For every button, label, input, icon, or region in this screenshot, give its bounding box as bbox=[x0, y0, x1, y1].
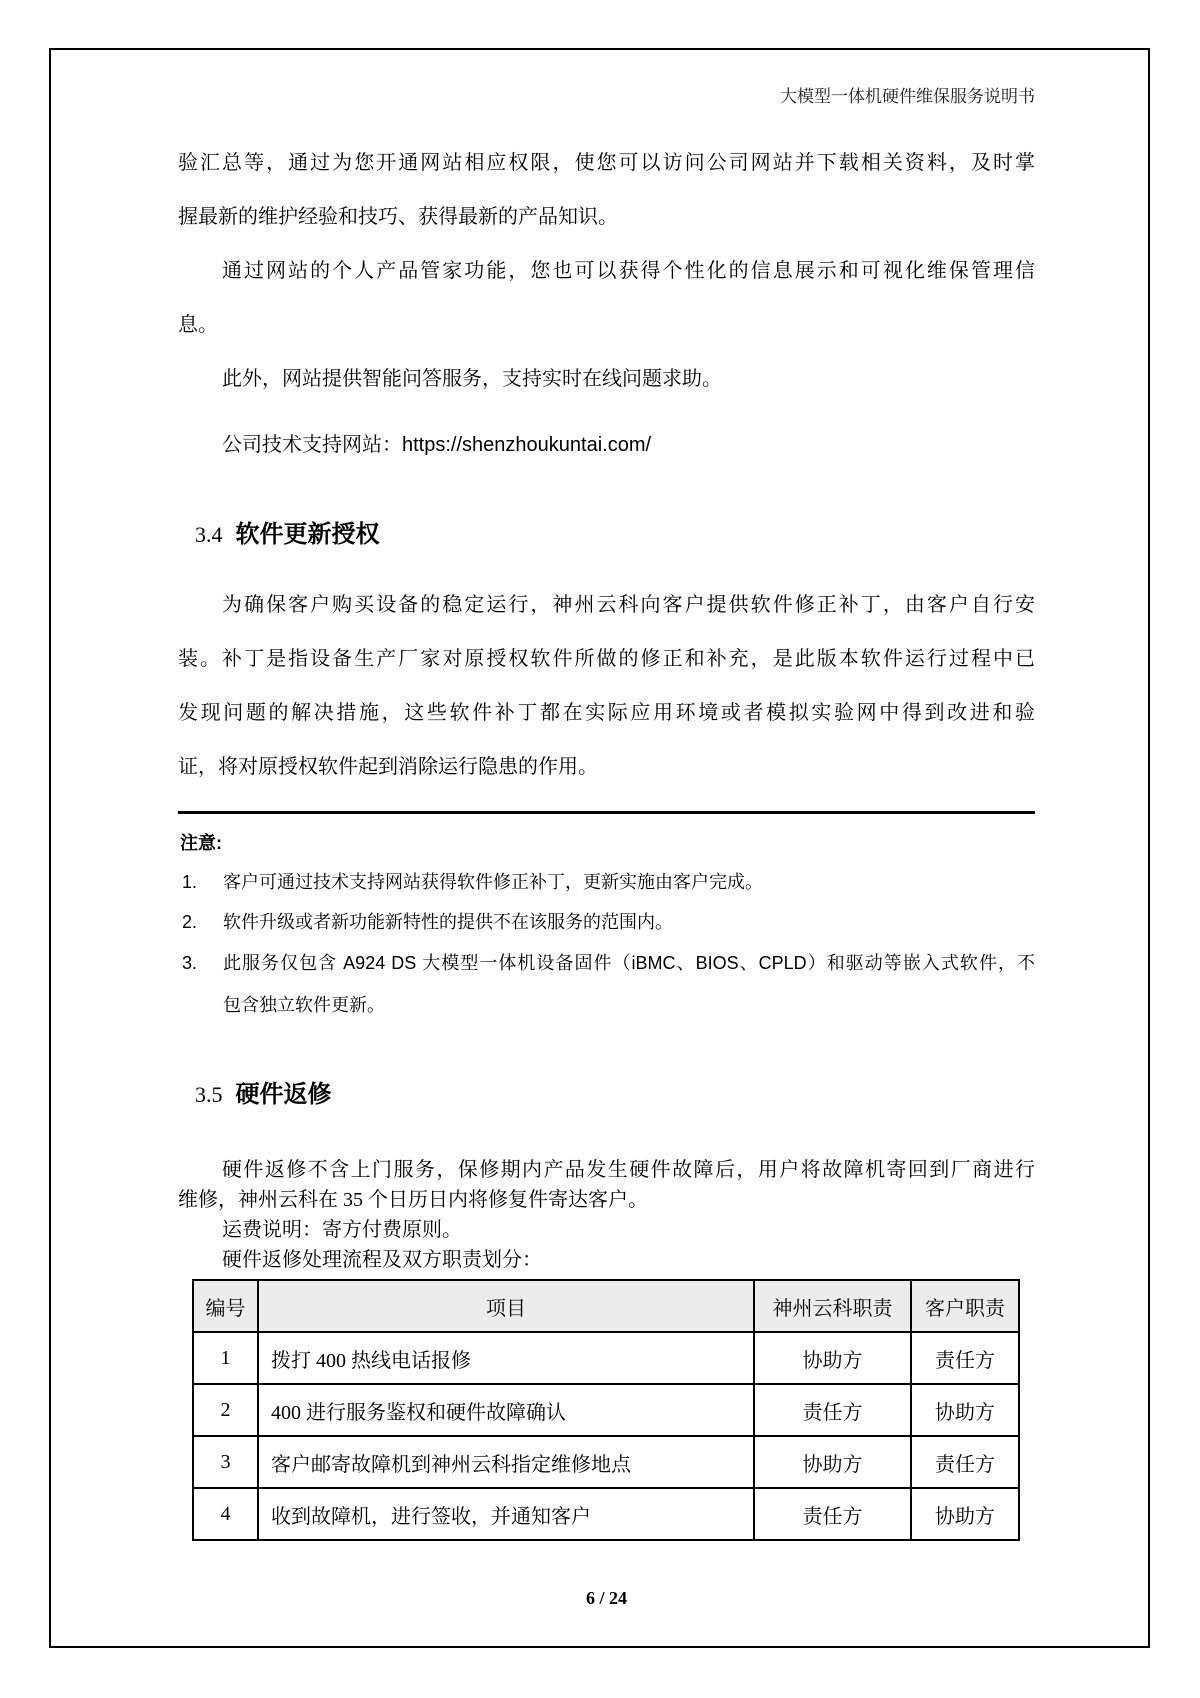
body-line: 此外，网站提供智能问答服务，支持实时在线问题求助。 bbox=[222, 368, 722, 390]
cell-vendor-duty: 协助方 bbox=[754, 1332, 911, 1384]
paragraph-support-website bbox=[178, 418, 1035, 472]
section-heading-3-5 bbox=[178, 1075, 1035, 1115]
paragraph-hardware-return bbox=[178, 1155, 1035, 1215]
section-title: 硬件返修 bbox=[235, 1081, 332, 1108]
cell-item: 客户邮寄故障机到神州云科指定维修地点 bbox=[258, 1436, 754, 1488]
paragraph-software-update bbox=[178, 578, 1035, 794]
body-line: 为确保客户购买设备的稳定运行，神州云科向客户提供软件修正补丁，由客户自行安 bbox=[222, 594, 1035, 616]
body-line: 握最新的维护经验和技巧、获得最新的产品知识。 bbox=[178, 206, 618, 228]
body-line: 维修，神州云科在 35 个日历日内将修复件寄达客户。 bbox=[178, 1189, 648, 1211]
page-content bbox=[51, 50, 1148, 1646]
table-header-number: 编号 bbox=[193, 1280, 258, 1332]
table-header-item: 项目 bbox=[258, 1280, 754, 1332]
note-item-number: 2. bbox=[182, 912, 198, 932]
table-row bbox=[193, 1332, 1019, 1384]
note-item-text-line: 包含独立软件更新。 bbox=[223, 995, 385, 1015]
responsibility-table bbox=[192, 1279, 1020, 1541]
note-title: 注意: bbox=[180, 833, 222, 853]
table-row bbox=[193, 1384, 1019, 1436]
cell-customer-duty: 协助方 bbox=[911, 1384, 1019, 1436]
cell-customer-duty: 责任方 bbox=[911, 1332, 1019, 1384]
paragraph-product-manager bbox=[178, 244, 1035, 352]
cell-item: 收到故障机，进行签收，并通知客户 bbox=[258, 1488, 754, 1540]
cell-number: 2 bbox=[193, 1384, 258, 1436]
note-item-number: 3. bbox=[182, 953, 198, 973]
table-row bbox=[193, 1488, 1019, 1540]
section-heading-3-4 bbox=[178, 515, 1035, 555]
note-item-text-line: 此服务仅包含 A924 DS 大模型一体机设备固件（iBMC、BIOS、CPLD）和驱动等嵌入式软件，不 bbox=[223, 953, 1035, 973]
cell-customer-duty: 责任方 bbox=[911, 1436, 1019, 1488]
cell-number: 3 bbox=[193, 1436, 258, 1488]
note-item-text: 客户可通过技术支持网站获得软件修正补丁，更新实施由客户完成。 bbox=[223, 872, 763, 892]
body-line: 验汇总等，通过为您开通网站相应权限，使您可以访问公司网站并下载相关资料，及时掌 bbox=[178, 152, 1035, 174]
section-title: 软件更新授权 bbox=[235, 521, 380, 548]
note-item-3 bbox=[178, 942, 1035, 1026]
document-header-title: 大模型一体机硬件维保服务说明书 bbox=[780, 87, 1035, 106]
cell-vendor-duty: 协助方 bbox=[754, 1436, 911, 1488]
table-header-row bbox=[193, 1280, 1019, 1332]
body-line: 运费说明：寄方付费原则。 bbox=[222, 1219, 462, 1241]
note-item-2 bbox=[178, 902, 1035, 942]
note-item-1 bbox=[178, 862, 1035, 902]
page-number-footer: 6 / 24 bbox=[585, 1588, 627, 1608]
section-number: 3.5 bbox=[195, 1082, 223, 1107]
table-row bbox=[193, 1436, 1019, 1488]
cell-item: 拨打 400 热线电话报修 bbox=[258, 1332, 754, 1384]
note-item-text bbox=[223, 942, 1035, 1026]
cell-number: 4 bbox=[193, 1488, 258, 1540]
note-item-text: 软件升级或者新功能新特性的提供不在该服务的范围内。 bbox=[223, 912, 673, 932]
body-line: 息。 bbox=[178, 314, 218, 336]
body-line: 硬件返修不含上门服务，保修期内产品发生硬件故障后，用户将故障机寄回到厂商进行 bbox=[222, 1159, 1035, 1181]
table-header-vendor-duty: 神州云科职责 bbox=[754, 1280, 911, 1332]
cell-vendor-duty: 责任方 bbox=[754, 1488, 911, 1540]
body-line: 发现问题的解决措施，这些软件补丁都在实际应用环境或者模拟实验网中得到改进和验 bbox=[178, 702, 1035, 724]
section-number: 3.4 bbox=[195, 522, 223, 547]
table-header-customer-duty: 客户职责 bbox=[911, 1280, 1019, 1332]
paragraph-table-caption bbox=[178, 1245, 1035, 1275]
paragraph-website-access bbox=[178, 136, 1035, 244]
body-line: 硬件返修处理流程及双方职责划分： bbox=[222, 1249, 542, 1271]
body-line-support-url: 公司技术支持网站：https://shenzhoukuntai.com/ bbox=[222, 434, 652, 456]
body-line: 通过网站的个人产品管家功能，您也可以获得个性化的信息展示和可视化维保管理信 bbox=[222, 260, 1035, 282]
divider-rule bbox=[178, 811, 1035, 814]
cell-number: 1 bbox=[193, 1332, 258, 1384]
cell-vendor-duty: 责任方 bbox=[754, 1384, 911, 1436]
body-line: 装。补丁是指设备生产厂家对原授权软件所做的修正和补充，是此版本软件运行过程中已 bbox=[178, 648, 1035, 670]
page-frame bbox=[49, 48, 1150, 1648]
note-item-number: 1. bbox=[182, 872, 198, 892]
body-line: 证，将对原授权软件起到消除运行隐患的作用。 bbox=[178, 756, 598, 778]
paragraph-qa-service bbox=[178, 352, 1035, 406]
paragraph-shipping-note bbox=[178, 1215, 1035, 1245]
cell-customer-duty: 协助方 bbox=[911, 1488, 1019, 1540]
cell-item: 400 进行服务鉴权和硬件故障确认 bbox=[258, 1384, 754, 1436]
